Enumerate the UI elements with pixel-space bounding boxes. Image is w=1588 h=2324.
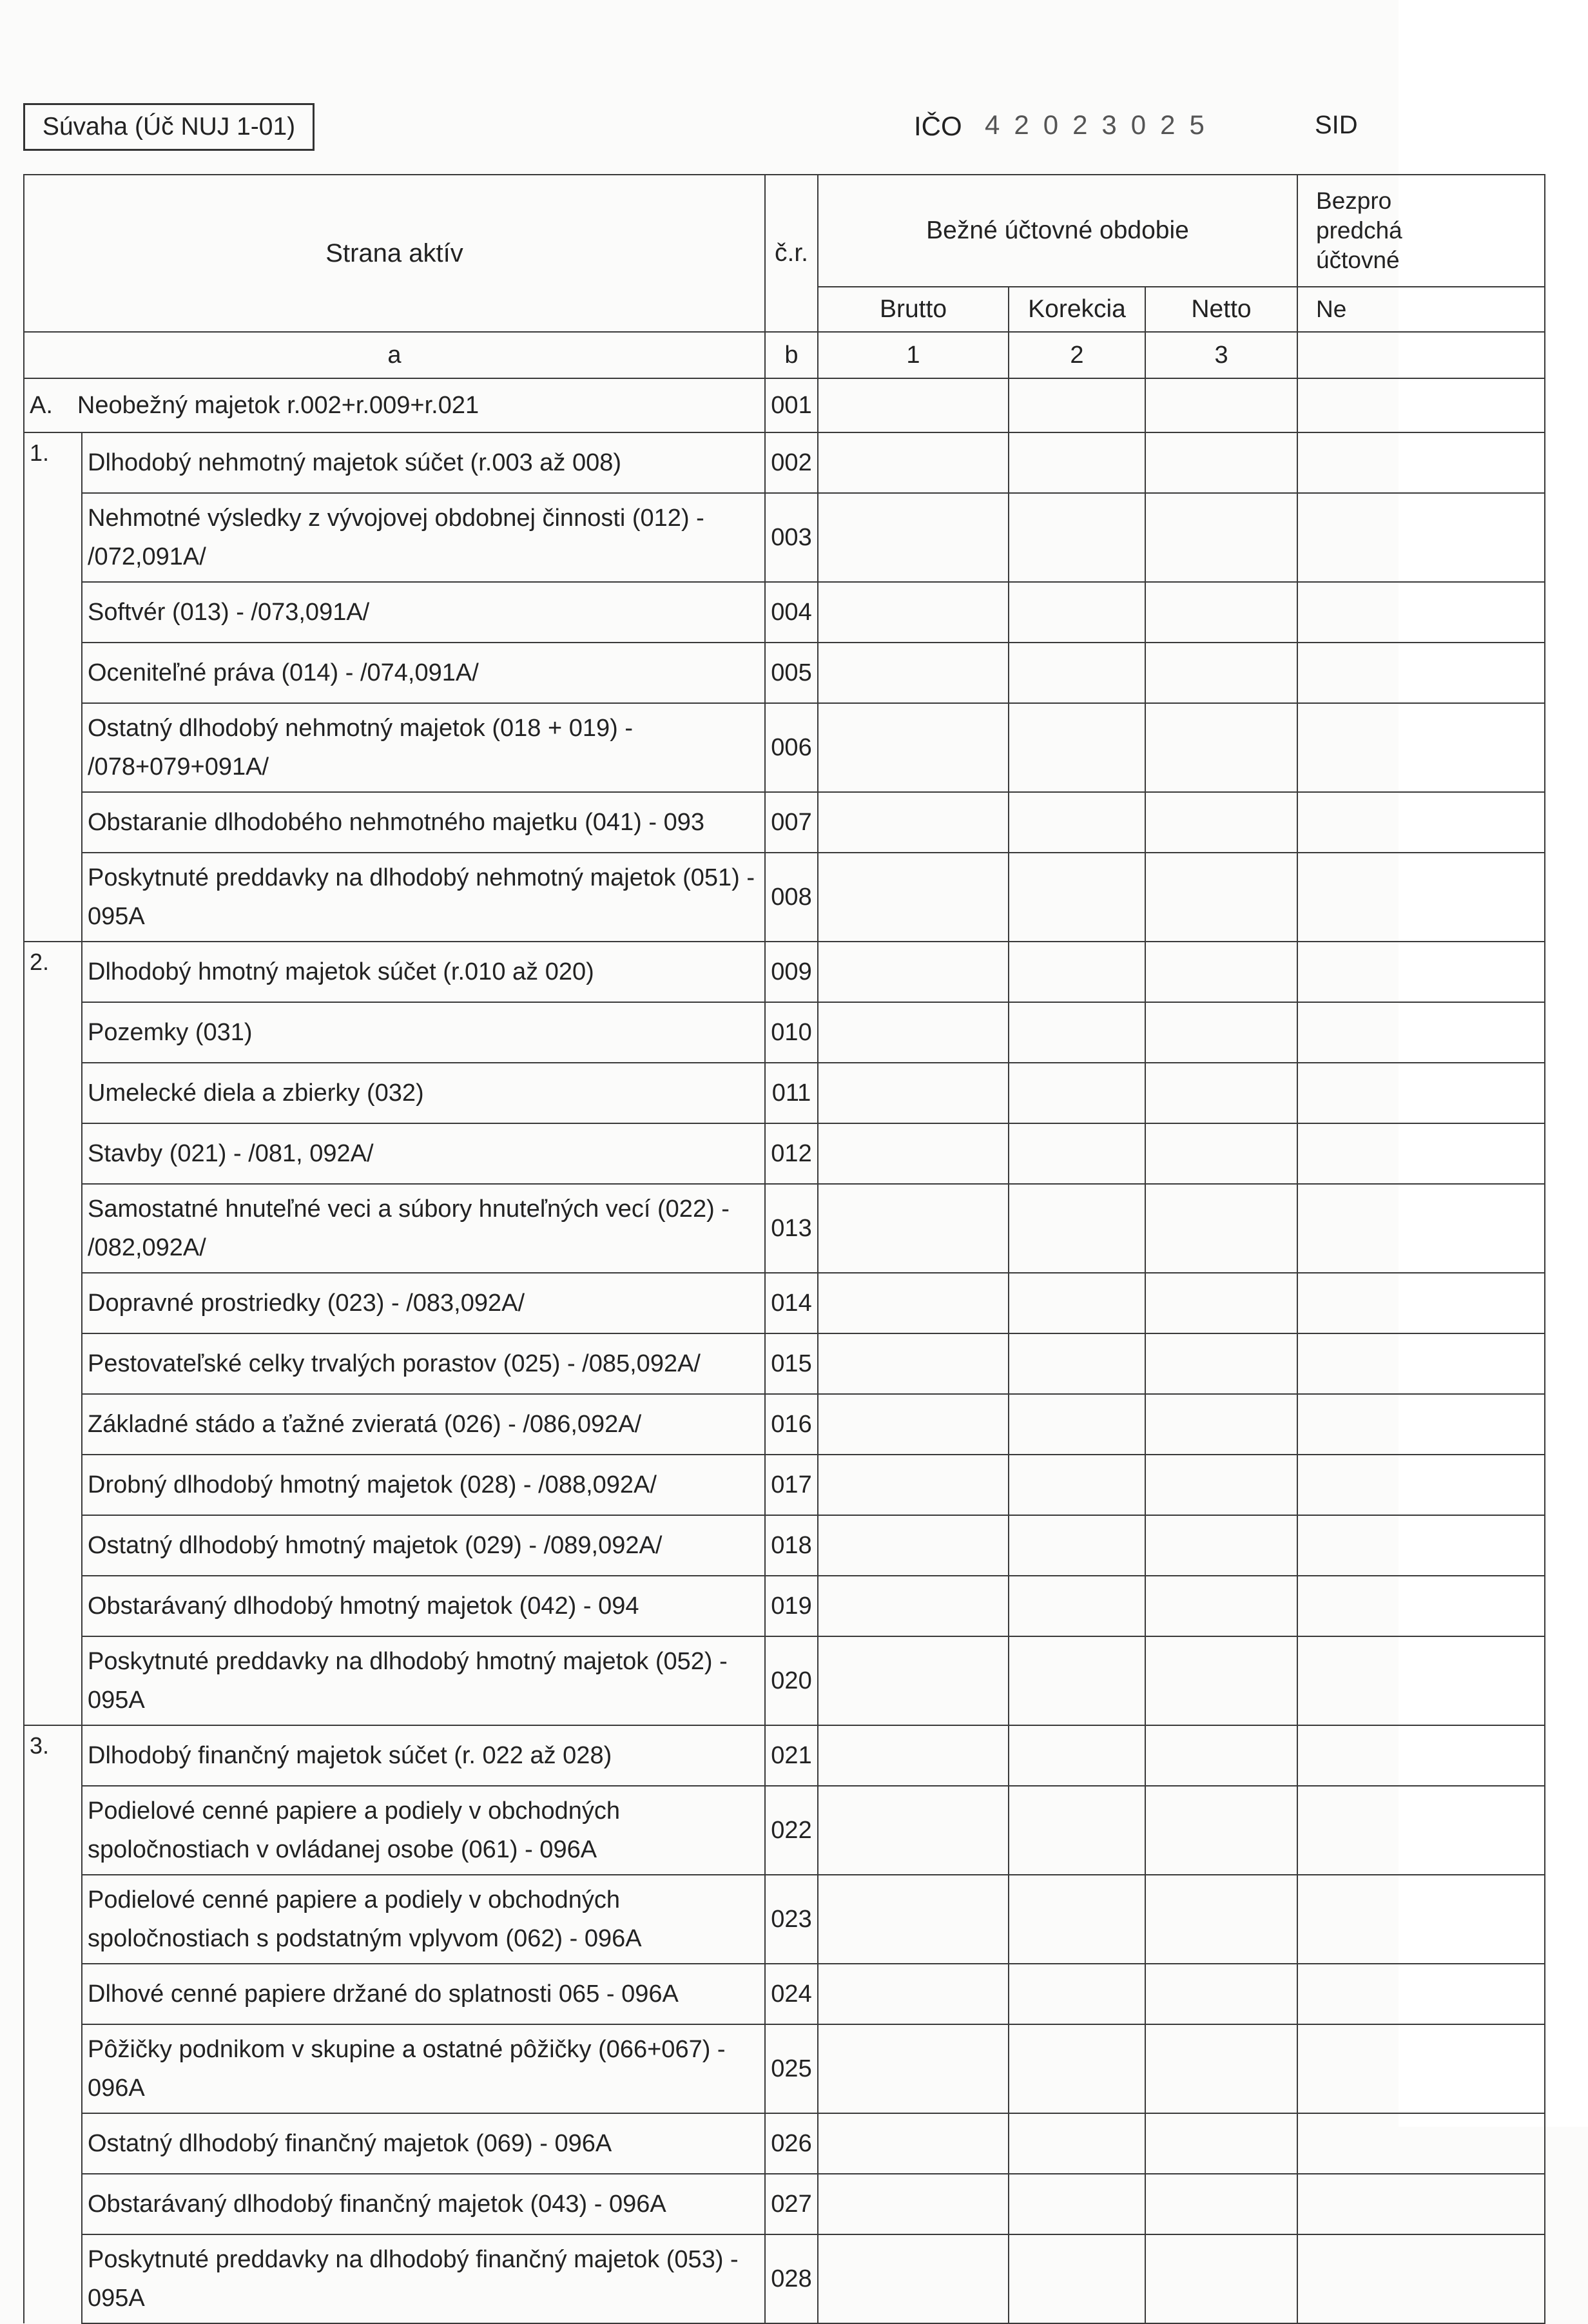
row-section	[24, 643, 82, 703]
value-cell-netto[interactable]	[1145, 1273, 1297, 1333]
row-section: 2.	[24, 942, 82, 1002]
value-cell-korekcia[interactable]	[1009, 1455, 1145, 1515]
value-cell-brutto[interactable]	[818, 792, 1009, 853]
value-cell-brutto[interactable]	[818, 2234, 1009, 2323]
value-cell-korekcia[interactable]	[1009, 1725, 1145, 1786]
row-section	[24, 2113, 82, 2174]
row-label: Pestovateľské celky trvalých porastov (025) - /085,092A/	[82, 1333, 765, 1394]
value-cell-prev[interactable]	[1297, 2024, 1545, 2113]
value-cell-brutto[interactable]	[818, 703, 1009, 792]
value-cell-brutto[interactable]	[818, 2174, 1009, 2234]
value-cell-netto[interactable]	[1145, 792, 1297, 853]
value-cell-brutto[interactable]	[818, 2113, 1009, 2174]
sid-label: SID	[1315, 111, 1358, 139]
value-cell-korekcia[interactable]	[1009, 2024, 1145, 2113]
row-section	[24, 1455, 82, 1515]
value-cell-korekcia[interactable]	[1009, 643, 1145, 703]
row-section	[24, 792, 82, 853]
value-cell-korekcia[interactable]	[1009, 1184, 1145, 1273]
header-num-2: 2	[1009, 332, 1145, 378]
value-cell-prev[interactable]	[1297, 1455, 1545, 1515]
value-cell-netto[interactable]	[1145, 1184, 1297, 1273]
value-cell-netto[interactable]	[1145, 703, 1297, 792]
value-cell-netto[interactable]	[1145, 643, 1297, 703]
value-cell-netto[interactable]	[1145, 1786, 1297, 1875]
value-cell-prev[interactable]	[1297, 703, 1545, 792]
balance-sheet-rows	[24, 378, 1545, 2323]
value-cell-netto[interactable]	[1145, 2113, 1297, 2174]
row-label: Samostatné hnuteľné veci a súbory hnuteľných vecí (022) - /082,092A/	[82, 1184, 765, 1273]
table-row	[24, 1063, 1545, 1123]
value-cell-korekcia[interactable]	[1009, 2234, 1145, 2323]
value-cell-prev[interactable]	[1297, 378, 1545, 432]
value-cell-korekcia[interactable]	[1009, 1964, 1145, 2024]
row-section: 1.	[24, 432, 82, 493]
value-cell-brutto[interactable]	[818, 493, 1009, 582]
row-label-cell	[24, 378, 765, 432]
row-label: Poskytnuté preddavky na dlhodobý nehmotný majetok (051) - 095A	[82, 853, 765, 942]
header-prev-line2: predchá	[1316, 217, 1402, 244]
row-label: Dlhodobý hmotný majetok súčet (r.010 až 020)	[82, 942, 765, 1002]
table-row	[24, 2113, 1545, 2174]
value-cell-prev[interactable]	[1297, 1002, 1545, 1063]
value-cell-netto[interactable]	[1145, 582, 1297, 643]
row-section	[24, 1333, 82, 1394]
row-section	[24, 853, 82, 942]
value-cell-brutto[interactable]	[818, 942, 1009, 1002]
row-section	[24, 1576, 82, 1636]
ico-value: 42023025	[985, 110, 1219, 140]
value-cell-korekcia[interactable]	[1009, 582, 1145, 643]
row-section	[24, 2234, 82, 2323]
value-cell-korekcia[interactable]	[1009, 493, 1145, 582]
table-row	[24, 2024, 1545, 2113]
value-cell-brutto[interactable]	[818, 1273, 1009, 1333]
value-cell-korekcia[interactable]	[1009, 2113, 1145, 2174]
value-cell-korekcia[interactable]	[1009, 703, 1145, 792]
value-cell-prev[interactable]	[1297, 1636, 1545, 1725]
value-cell-netto[interactable]	[1145, 2024, 1297, 2113]
value-cell-brutto[interactable]	[818, 1576, 1009, 1636]
row-label: Ostatný dlhodobý nehmotný majetok (018 + 019) - /078+079+091A/	[82, 703, 765, 792]
ico-label: IČO	[914, 111, 962, 141]
table-row	[24, 703, 1545, 792]
row-section	[24, 1273, 82, 1333]
table-row	[24, 1002, 1545, 1063]
row-label: Dlhové cenné papiere držané do splatnosti 065 - 096A	[82, 1964, 765, 2024]
row-number: 025	[765, 2024, 818, 2113]
row-section: 3.	[24, 1725, 82, 1786]
row-section	[24, 1786, 82, 1875]
value-cell-brutto[interactable]	[818, 2024, 1009, 2113]
value-cell-brutto[interactable]	[818, 1455, 1009, 1515]
value-cell-korekcia[interactable]	[1009, 1002, 1145, 1063]
row-number: 010	[765, 1002, 818, 1063]
header-brutto: Brutto	[818, 287, 1009, 332]
value-cell-korekcia[interactable]	[1009, 853, 1145, 942]
value-cell-brutto[interactable]	[818, 432, 1009, 493]
table-row	[24, 853, 1545, 942]
table-row	[24, 1515, 1545, 1576]
row-number: 023	[765, 1875, 818, 1964]
value-cell-prev[interactable]	[1297, 643, 1545, 703]
table-row	[24, 1184, 1545, 1273]
value-cell-korekcia[interactable]	[1009, 378, 1145, 432]
row-label: Podielové cenné papiere a podiely v obchodných spoločnostiach v ovládanej osobe (061) - 096A	[82, 1786, 765, 1875]
value-cell-prev[interactable]	[1297, 1333, 1545, 1394]
row-section	[24, 582, 82, 643]
value-cell-netto[interactable]	[1145, 1002, 1297, 1063]
row-label: Nehmotné výsledky z vývojovej obdobnej činnosti (012) - /072,091A/	[82, 493, 765, 582]
header-bezne-obdobie: Bežné účtovné obdobie	[818, 175, 1297, 287]
value-cell-brutto[interactable]	[818, 1875, 1009, 1964]
value-cell-brutto[interactable]	[818, 1002, 1009, 1063]
table-row	[24, 1786, 1545, 1875]
value-cell-netto[interactable]	[1145, 1964, 1297, 2024]
table-row	[24, 2174, 1545, 2234]
value-cell-korekcia[interactable]	[1009, 1273, 1145, 1333]
row-label: Základné stádo a ťažné zvieratá (026) - /086,092A/	[82, 1394, 765, 1455]
row-label: Pôžičky podnikom v skupine a ostatné pôžičky (066+067) - 096A	[82, 2024, 765, 2113]
value-cell-netto[interactable]	[1145, 2174, 1297, 2234]
value-cell-netto[interactable]	[1145, 432, 1297, 493]
value-cell-korekcia[interactable]	[1009, 1394, 1145, 1455]
value-cell-korekcia[interactable]	[1009, 1515, 1145, 1576]
row-number: 014	[765, 1273, 818, 1333]
row-label: Poskytnuté preddavky na dlhodobý hmotný majetok (052) - 095A	[82, 1636, 765, 1725]
table-row	[24, 643, 1545, 703]
row-label: Dlhodobý nehmotný majetok súčet (r.003 až 008)	[82, 432, 765, 493]
value-cell-prev[interactable]	[1297, 1725, 1545, 1786]
row-label: Stavby (021) - /081, 092A/	[82, 1123, 765, 1184]
header-letter-b: b	[765, 332, 818, 378]
value-cell-korekcia[interactable]	[1009, 1786, 1145, 1875]
table-row	[24, 1455, 1545, 1515]
row-label: Podielové cenné papiere a podiely v obchodných spoločnostiach s podstatným vplyvom (062) - 096A	[82, 1875, 765, 1964]
value-cell-brutto[interactable]	[818, 1394, 1009, 1455]
row-number: 007	[765, 792, 818, 853]
row-section	[24, 1394, 82, 1455]
row-number: 018	[765, 1515, 818, 1576]
value-cell-korekcia[interactable]	[1009, 792, 1145, 853]
table-row	[24, 942, 1545, 1002]
value-cell-korekcia[interactable]	[1009, 1576, 1145, 1636]
row-section	[24, 1002, 82, 1063]
row-section	[24, 1875, 82, 1964]
value-cell-prev[interactable]	[1297, 1394, 1545, 1455]
header-letter-a: a	[24, 332, 765, 378]
value-cell-prev[interactable]	[1297, 1964, 1545, 2024]
table-row	[24, 1576, 1545, 1636]
row-number: 026	[765, 2113, 818, 2174]
value-cell-korekcia[interactable]	[1009, 432, 1145, 493]
header-netto: Netto	[1145, 287, 1297, 332]
header-prev-line1: Bezpro	[1316, 188, 1392, 214]
balance-sheet-table-wrapper	[23, 174, 1402, 2312]
value-cell-prev[interactable]	[1297, 2174, 1545, 2234]
value-cell-korekcia[interactable]	[1009, 1333, 1145, 1394]
row-section	[24, 1964, 82, 2024]
value-cell-brutto[interactable]	[818, 1786, 1009, 1875]
value-cell-netto[interactable]	[1145, 1333, 1297, 1394]
form-title: Súvaha (Úč NUJ 1-01)	[23, 103, 315, 151]
value-cell-brutto[interactable]	[818, 582, 1009, 643]
row-label: Umelecké diela a zbierky (032)	[82, 1063, 765, 1123]
row-label: Oceniteľné práva (014) - /074,091A/	[82, 643, 765, 703]
row-number: 020	[765, 1636, 818, 1725]
value-cell-prev[interactable]	[1297, 1123, 1545, 1184]
row-number: 012	[765, 1123, 818, 1184]
value-cell-netto[interactable]	[1145, 1515, 1297, 1576]
row-label: Drobný dlhodobý hmotný majetok (028) - /088,092A/	[82, 1455, 765, 1515]
row-label: Softvér (013) - /073,091A/	[82, 582, 765, 643]
row-section: A.	[30, 392, 53, 419]
row-number: 019	[765, 1576, 818, 1636]
value-cell-netto[interactable]	[1145, 2234, 1297, 2323]
value-cell-prev[interactable]	[1297, 1063, 1545, 1123]
header-num-3: 3	[1145, 332, 1297, 378]
value-cell-prev[interactable]	[1297, 2113, 1545, 2174]
row-number: 001	[765, 378, 818, 432]
value-cell-prev[interactable]	[1297, 2234, 1545, 2323]
table-row	[24, 493, 1545, 582]
value-cell-brutto[interactable]	[818, 853, 1009, 942]
value-cell-prev[interactable]	[1297, 493, 1545, 582]
header-num-4	[1297, 332, 1545, 378]
value-cell-netto[interactable]	[1145, 942, 1297, 1002]
table-row	[24, 1333, 1545, 1394]
value-cell-brutto[interactable]	[818, 1515, 1009, 1576]
row-number: 003	[765, 493, 818, 582]
table-row	[24, 792, 1545, 853]
header-prev-line3: účtovné	[1316, 247, 1400, 273]
value-cell-netto[interactable]	[1145, 1123, 1297, 1184]
value-cell-netto[interactable]	[1145, 493, 1297, 582]
row-number: 008	[765, 853, 818, 942]
row-label: Obstarávaný dlhodobý hmotný majetok (042) - 094	[82, 1576, 765, 1636]
value-cell-prev[interactable]	[1297, 942, 1545, 1002]
value-cell-prev[interactable]	[1297, 582, 1545, 643]
header-prev-netto: Ne	[1297, 287, 1545, 332]
row-section	[24, 1515, 82, 1576]
value-cell-korekcia[interactable]	[1009, 942, 1145, 1002]
value-cell-korekcia[interactable]	[1009, 1123, 1145, 1184]
value-cell-netto[interactable]	[1145, 1725, 1297, 1786]
value-cell-korekcia[interactable]	[1009, 2174, 1145, 2234]
value-cell-korekcia[interactable]	[1009, 1063, 1145, 1123]
row-number: 027	[765, 2174, 818, 2234]
value-cell-brutto[interactable]	[818, 1184, 1009, 1273]
value-cell-brutto[interactable]	[818, 1636, 1009, 1725]
balance-sheet-table	[23, 174, 1545, 2324]
value-cell-brutto[interactable]	[818, 1063, 1009, 1123]
row-label: Ostatný dlhodobý finančný majetok (069) - 096A	[82, 2113, 765, 2174]
table-row	[24, 378, 1545, 432]
value-cell-prev[interactable]	[1297, 853, 1545, 942]
row-label: Ostatný dlhodobý hmotný majetok (029) - /089,092A/	[82, 1515, 765, 1576]
value-cell-prev[interactable]	[1297, 1273, 1545, 1333]
value-cell-brutto[interactable]	[818, 1123, 1009, 1184]
row-section	[24, 1636, 82, 1725]
row-number: 028	[765, 2234, 818, 2323]
table-row	[24, 1964, 1545, 2024]
value-cell-prev[interactable]	[1297, 1786, 1545, 1875]
row-number: 011	[765, 1063, 818, 1123]
row-number: 005	[765, 643, 818, 703]
row-number: 004	[765, 582, 818, 643]
header-num-1: 1	[818, 332, 1009, 378]
table-row	[24, 1273, 1545, 1333]
row-number: 017	[765, 1455, 818, 1515]
value-cell-prev[interactable]	[1297, 792, 1545, 853]
value-cell-brutto[interactable]	[818, 1964, 1009, 2024]
value-cell-prev[interactable]	[1297, 1184, 1545, 1273]
row-number: 013	[765, 1184, 818, 1273]
value-cell-prev[interactable]	[1297, 1515, 1545, 1576]
table-row	[24, 1123, 1545, 1184]
value-cell-brutto[interactable]	[818, 378, 1009, 432]
row-section	[24, 703, 82, 792]
row-number: 009	[765, 942, 818, 1002]
value-cell-prev[interactable]	[1297, 432, 1545, 493]
row-section	[24, 2174, 82, 2234]
value-cell-netto[interactable]	[1145, 1636, 1297, 1725]
table-row	[24, 1725, 1545, 1786]
value-cell-brutto[interactable]	[818, 1725, 1009, 1786]
row-section	[24, 1063, 82, 1123]
table-row	[24, 2234, 1545, 2323]
value-cell-korekcia[interactable]	[1009, 1875, 1145, 1964]
row-label: Neobežný majetok r.002+r.009+r.021	[77, 392, 479, 419]
table-row	[24, 1636, 1545, 1725]
table-row	[24, 432, 1545, 493]
header-strana-aktiv: Strana aktív	[24, 175, 765, 332]
row-label: Obstaranie dlhodobého nehmotného majetku (041) - 093	[82, 792, 765, 853]
row-label: Poskytnuté preddavky na dlhodobý finančný majetok (053) - 095A	[82, 2234, 765, 2323]
row-number: 015	[765, 1333, 818, 1394]
table-row	[24, 1875, 1545, 1964]
row-section	[24, 493, 82, 582]
value-cell-netto[interactable]	[1145, 1455, 1297, 1515]
header-korekcia: Korekcia	[1009, 287, 1145, 332]
row-number: 002	[765, 432, 818, 493]
value-cell-netto[interactable]	[1145, 1394, 1297, 1455]
value-cell-netto[interactable]	[1145, 378, 1297, 432]
value-cell-netto[interactable]	[1145, 1063, 1297, 1123]
table-row	[24, 1394, 1545, 1455]
row-section	[24, 1184, 82, 1273]
row-label: Dopravné prostriedky (023) - /083,092A/	[82, 1273, 765, 1333]
row-number: 022	[765, 1786, 818, 1875]
header-cr: č.r.	[765, 175, 818, 332]
row-number: 016	[765, 1394, 818, 1455]
row-label: Pozemky (031)	[82, 1002, 765, 1063]
value-cell-netto[interactable]	[1145, 1576, 1297, 1636]
row-number: 006	[765, 703, 818, 792]
header-predchadzajuce-obdobie	[1297, 175, 1545, 287]
value-cell-brutto[interactable]	[818, 643, 1009, 703]
table-row	[24, 582, 1545, 643]
row-label: Obstarávaný dlhodobý finančný majetok (043) - 096A	[82, 2174, 765, 2234]
value-cell-prev[interactable]	[1297, 1875, 1545, 1964]
row-section	[24, 1123, 82, 1184]
value-cell-netto[interactable]	[1145, 1875, 1297, 1964]
value-cell-korekcia[interactable]	[1009, 1636, 1145, 1725]
row-section	[24, 2024, 82, 2113]
row-number: 021	[765, 1725, 818, 1786]
value-cell-netto[interactable]	[1145, 853, 1297, 942]
value-cell-brutto[interactable]	[818, 1333, 1009, 1394]
row-label: Dlhodobý finančný majetok súčet (r. 022 až 028)	[82, 1725, 765, 1786]
value-cell-prev[interactable]	[1297, 1576, 1545, 1636]
row-number: 024	[765, 1964, 818, 2024]
